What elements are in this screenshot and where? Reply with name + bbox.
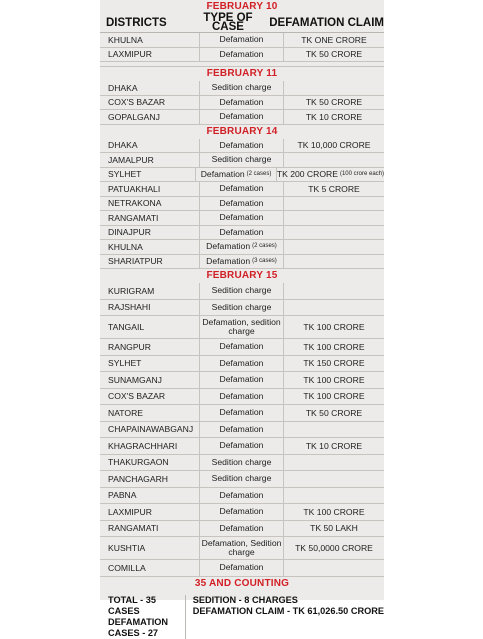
case-type-cell: [200, 537, 284, 559]
case-type-text: Defamation: [219, 489, 264, 500]
claim-cell: [284, 488, 384, 504]
case-type-cell: [200, 197, 284, 211]
defamation-claim-total: DEFAMATION CLAIM - TK 61,026.50 CRORE: [192, 605, 384, 616]
case-type-cell: [200, 81, 284, 95]
claim-cell: [284, 110, 384, 124]
claim-cell: [284, 521, 384, 537]
case-type-cell: [200, 110, 284, 124]
case-type-text: Defamation: [219, 212, 264, 223]
case-type-cell: [200, 422, 284, 438]
claim-cell: [284, 389, 384, 405]
claim-text: TK 100 CRORE: [303, 322, 365, 332]
case-type-cell: [200, 504, 284, 520]
claim-cell: [284, 356, 384, 372]
district-cell: PANCHAGARH: [100, 471, 200, 487]
claim-cell: [284, 471, 384, 487]
district-cell: LAXMIPUR: [100, 504, 200, 520]
defamation-cases-count: DEFAMATION CASES - 27: [108, 616, 169, 638]
claim-cell: [284, 255, 384, 269]
case-type-cell: [200, 300, 284, 316]
table-row: [100, 537, 384, 560]
district-cell: DHAKA: [100, 81, 200, 95]
claim-cell: [284, 504, 384, 520]
table-row: [100, 182, 384, 197]
claim-cell: [284, 226, 384, 240]
claim-text: TK ONE CRORE: [301, 34, 367, 45]
case-type-text: Defamation: [206, 241, 251, 252]
claim-text: TK 10 CRORE: [305, 440, 363, 451]
case-type-cell: [200, 48, 284, 62]
table-row: [100, 438, 384, 455]
table-row: [100, 372, 384, 389]
totals-right: [186, 595, 384, 639]
counting-header: 35 AND COUNTING: [194, 577, 290, 589]
section-header-feb10: FEBRUARY 10: [206, 1, 278, 12]
district-cell: KUSHTIA: [100, 537, 200, 559]
table-row: [100, 471, 384, 488]
case-type-text: Defamation: [219, 34, 264, 45]
claim-cell: [284, 405, 384, 421]
claim-cell: [284, 339, 384, 355]
case-type-text: Defamation: [219, 183, 264, 194]
table-row: [100, 422, 384, 439]
table-row: [100, 504, 384, 521]
district-cell: JAMALPUR: [100, 153, 200, 167]
claim-cell: [284, 81, 384, 95]
cases-table: [100, 0, 384, 638]
claim-cell: [284, 197, 384, 211]
table-row: [100, 316, 384, 339]
table-row: [100, 33, 384, 48]
claim-cell: [284, 422, 384, 438]
case-type-cell: [200, 405, 284, 421]
case-type-cell: [200, 96, 284, 110]
case-type-text: Sedition charge: [211, 456, 272, 467]
district-cell: DINAJPUR: [100, 226, 200, 240]
claim-text: TK 50 CRORE: [305, 97, 363, 108]
table-row: [100, 81, 384, 96]
case-type-cell: [200, 226, 284, 240]
table-row: [100, 488, 384, 505]
section-header-feb11: FEBRUARY 11: [206, 68, 278, 79]
district-cell: KHULNA: [100, 240, 200, 254]
case-count-note: (2 cases): [252, 243, 277, 250]
district-cell: RAJSHAHI: [100, 300, 200, 316]
table-row: [100, 339, 384, 356]
case-type-cell: [200, 488, 284, 504]
section-feb10-rows: [100, 33, 384, 62]
totals-block: [100, 591, 384, 639]
case-type-text: Defamation: [219, 111, 264, 122]
case-type-text: Sedition charge: [211, 82, 272, 93]
case-type-cell: [200, 339, 284, 355]
claim-cell: [277, 168, 384, 182]
district-cell: KURIGRAM: [100, 283, 200, 299]
sedition-count: SEDITION - 8 CHARGES: [192, 594, 298, 605]
case-type-text: Defamation: [219, 506, 264, 517]
claim-text: TK 100 CRORE: [303, 391, 365, 402]
district-cell: SUNAMGANJ: [100, 372, 200, 388]
case-type-cell: [196, 168, 277, 182]
table-row: [100, 139, 384, 154]
claim-cell: [284, 33, 384, 47]
case-count-note: (2 cases): [246, 170, 272, 177]
section-feb15-rows: [100, 283, 384, 577]
col-header-districts: DISTRICTS: [106, 17, 167, 29]
case-type-text: Defamation: [219, 96, 264, 107]
table-row: [100, 96, 384, 111]
col-header-type: TYPE OF CASE: [203, 12, 253, 33]
table-row: [100, 153, 384, 168]
case-type-cell: [200, 372, 284, 388]
district-cell: COX'S BAZAR: [100, 389, 200, 405]
case-type-cell: [200, 389, 284, 405]
case-type-text: Defamation: [206, 255, 251, 266]
case-type-cell: [200, 33, 284, 47]
case-type-text: Sedition charge: [211, 473, 272, 484]
table-row: [100, 455, 384, 472]
case-type-text: Defamation: [219, 341, 264, 352]
district-cell: CHAPAINAWABGANJ: [100, 422, 200, 438]
case-type-cell: [200, 438, 284, 454]
claim-cell: [284, 537, 384, 559]
claim-cell: [284, 283, 384, 299]
claim-text: TK 100 CRORE: [303, 506, 365, 517]
case-type-cell: [200, 153, 284, 167]
district-cell: SHARIATPUR: [100, 255, 200, 269]
claim-cell: [284, 139, 384, 153]
case-type-text: Defamation, Sedition charge: [201, 538, 282, 557]
case-type-cell: [200, 356, 284, 372]
table-row: [100, 405, 384, 422]
total-cases: TOTAL - 35 CASES: [108, 594, 156, 616]
district-cell: RANGAMATI: [100, 521, 200, 537]
claim-cell: [284, 372, 384, 388]
case-type-cell: [200, 139, 284, 153]
case-type-text: Sedition charge: [211, 301, 272, 312]
case-type-cell: [200, 182, 284, 196]
claim-text: TK 10 CRORE: [305, 111, 363, 122]
claim-cell: [284, 211, 384, 225]
case-type-cell: [200, 316, 284, 338]
claim-text: TK 100 CRORE: [303, 374, 365, 385]
district-cell: KHAGRACHHARI: [100, 438, 200, 454]
case-type-text: Defamation: [219, 226, 264, 237]
claim-cell: [284, 300, 384, 316]
case-type-cell: [200, 211, 284, 225]
table-row: [100, 283, 384, 300]
district-cell: SYLHET: [100, 168, 196, 182]
district-cell: NATORE: [100, 405, 200, 421]
district-cell: TANGAIL: [100, 316, 200, 338]
table-row: [100, 300, 384, 317]
case-count-note: (3 cases): [252, 257, 277, 264]
claim-text: TK 50 LAKH: [310, 523, 358, 534]
claim-text: TK 50 CRORE: [305, 407, 363, 418]
table-row: [100, 48, 384, 63]
table-row: [100, 168, 384, 183]
claim-cell: [284, 560, 384, 576]
claim-cell: [284, 455, 384, 471]
claim-cell: [284, 182, 384, 196]
table-row: [100, 389, 384, 406]
section-header-feb15: FEBRUARY 15: [206, 270, 278, 281]
case-type-text: Defamation: [219, 440, 264, 451]
case-type-text: Defamation: [219, 423, 264, 434]
district-cell: SYLHET: [100, 356, 200, 372]
district-cell: DHAKA: [100, 139, 200, 153]
case-type-text: Defamation, sedition charge: [202, 317, 281, 336]
case-type-cell: [200, 283, 284, 299]
claim-cell: [284, 96, 384, 110]
district-cell: GOPALGANJ: [100, 110, 200, 124]
district-cell: RANGAMATI: [100, 211, 200, 225]
case-type-text: Defamation: [219, 374, 264, 385]
district-cell: LAXMIPUR: [100, 48, 200, 62]
col-header-claim: DEFAMATION CLAIM: [269, 17, 384, 29]
case-type-cell: [200, 255, 284, 269]
claim-text: TK 100 CRORE: [303, 341, 365, 352]
section-feb14-rows: [100, 139, 384, 270]
case-type-cell: [200, 521, 284, 537]
case-type-cell: [200, 240, 284, 254]
claim-cell: [284, 240, 384, 254]
case-type-text: Sedition charge: [211, 285, 272, 296]
case-type-text: Defamation: [219, 139, 264, 150]
claim-cell: [284, 316, 384, 338]
claim-cell: [284, 48, 384, 62]
table-row: [100, 356, 384, 373]
section-header-feb14: FEBRUARY 14: [206, 125, 278, 137]
claim-text: TK 50,0000 CRORE: [295, 543, 373, 553]
case-type-text: Sedition charge: [211, 154, 272, 165]
column-headers: [100, 14, 384, 33]
table-row: [100, 211, 384, 226]
claim-text: TK 200 CRORE: [276, 169, 338, 180]
case-type-cell: [200, 455, 284, 471]
claim-cell: [284, 153, 384, 167]
table-row: [100, 521, 384, 538]
district-cell: THAKURGAON: [100, 455, 200, 471]
case-type-text: Defamation: [219, 390, 264, 401]
table-row: [100, 240, 384, 255]
claim-text: TK 10,000 CRORE: [297, 140, 371, 151]
case-type-cell: [200, 560, 284, 576]
claim-note: (100 crore each): [339, 171, 384, 178]
table-row: [100, 110, 384, 125]
district-cell: RANGPUR: [100, 339, 200, 355]
table-row: [100, 226, 384, 241]
claim-text: TK 5 CRORE: [308, 183, 360, 194]
totals-left: [100, 595, 186, 639]
case-type-text: Defamation: [219, 562, 264, 573]
case-type-text: Defamation: [200, 168, 245, 179]
case-type-text: Defamation: [219, 48, 264, 59]
district-cell: NETRAKONA: [100, 197, 200, 211]
table-row: [100, 560, 384, 577]
district-cell: COX'S BAZAR: [100, 96, 200, 110]
claim-text: TK 150 CRORE: [303, 358, 365, 369]
district-cell: KHULNA: [100, 33, 200, 47]
case-type-text: Defamation: [219, 522, 264, 533]
district-cell: PATUAKHALI: [100, 182, 200, 196]
claim-cell: [284, 438, 384, 454]
table-row: [100, 255, 384, 270]
case-type-text: Defamation: [219, 407, 264, 418]
district-cell: COMILLA: [100, 560, 200, 576]
case-type-cell: [200, 471, 284, 487]
case-type-text: Defamation: [219, 357, 264, 368]
claim-text: TK 50 CRORE: [305, 49, 363, 60]
case-type-text: Defamation: [219, 197, 264, 208]
table-row: [100, 197, 384, 212]
district-cell: PABNA: [100, 488, 200, 504]
section-feb11-rows: [100, 81, 384, 125]
